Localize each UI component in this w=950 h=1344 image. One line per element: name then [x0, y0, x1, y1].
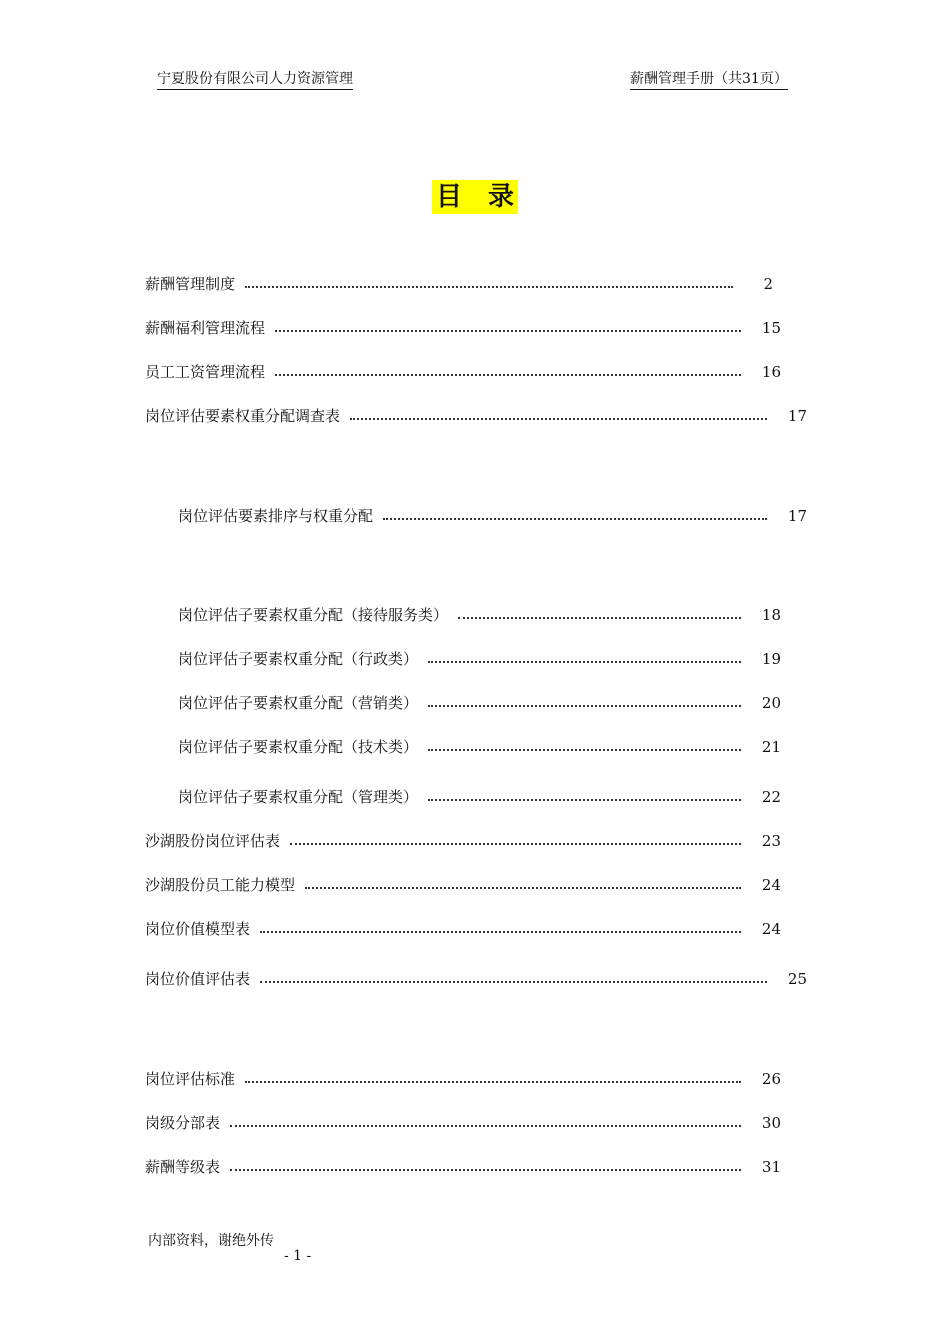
toc-entry-page: 31: [761, 1158, 781, 1176]
toc-leader-dots: [428, 661, 741, 663]
title-highlight: [432, 180, 518, 214]
toc-entry[interactable]: [145, 317, 781, 339]
toc-entry-label: 沙湖股份员工能力模型: [145, 876, 296, 894]
toc-entry[interactable]: [178, 786, 781, 808]
toc-entry[interactable]: [178, 692, 781, 714]
toc-entry-page: 23: [761, 832, 781, 850]
toc-entry-label: 岗位价值评估表: [145, 970, 251, 988]
toc-entry[interactable]: [145, 405, 807, 427]
page-number: - 1 -: [284, 1248, 312, 1264]
toc-entry-page: 24: [761, 920, 781, 938]
toc-entry[interactable]: [145, 1068, 781, 1090]
toc-entry-label: 薪酬等级表: [145, 1158, 221, 1176]
toc-leader-dots: [428, 705, 741, 707]
toc-leader-dots: [245, 286, 733, 288]
toc-leader-dots: [275, 330, 741, 332]
toc-leader-dots: [290, 843, 741, 845]
toc-entry-page: 18: [761, 606, 781, 624]
toc-entry[interactable]: [178, 736, 781, 758]
toc-entry-page: 17: [787, 407, 807, 425]
toc-entry[interactable]: [178, 648, 781, 670]
toc-entry-label: 岗位评估子要素权重分配（管理类）: [178, 788, 419, 806]
toc-entry[interactable]: [145, 361, 781, 383]
toc-entry-page: 17: [787, 507, 807, 525]
toc-entry-label: 岗级分部表: [145, 1114, 221, 1132]
toc-leader-dots: [383, 518, 767, 520]
toc-entry-label: 岗位评估子要素权重分配（行政类）: [178, 650, 419, 668]
toc-entry-page: 15: [761, 319, 781, 337]
toc-entry-page: 26: [761, 1070, 781, 1088]
toc-entry-label: 薪酬福利管理流程: [145, 319, 266, 337]
toc-leader-dots: [230, 1169, 741, 1171]
toc-entry-label: 岗位评估要素排序与权重分配: [178, 507, 374, 525]
toc-entry-label: 岗位评估子要素权重分配（技术类）: [178, 738, 419, 756]
toc-entry-label: 员工工资管理流程: [145, 363, 266, 381]
toc-leader-dots: [305, 887, 741, 889]
toc-leader-dots: [428, 749, 741, 751]
toc-entry[interactable]: [145, 968, 807, 990]
toc-entry[interactable]: [145, 1112, 781, 1134]
toc-entry-page: 19: [761, 650, 781, 668]
toc-entry-label: 岗位评估子要素权重分配（营销类）: [178, 694, 419, 712]
toc-entry[interactable]: [145, 830, 781, 852]
toc-entry-label: 薪酬管理制度: [145, 275, 236, 293]
toc-leader-dots: [428, 799, 741, 801]
toc-leader-dots: [230, 1125, 741, 1127]
toc-leader-dots: [260, 931, 741, 933]
toc-entry[interactable]: [145, 1156, 781, 1178]
toc-leader-dots: [350, 418, 767, 420]
toc-leader-dots: [275, 374, 741, 376]
toc-entry-page: 20: [761, 694, 781, 712]
toc-entry[interactable]: [145, 918, 781, 940]
toc-entry-label: 岗位评估要素权重分配调查表: [145, 407, 341, 425]
toc-entry-page: 22: [761, 788, 781, 806]
toc-entry-page: 16: [761, 363, 781, 381]
toc-entry-label: 岗位价值模型表: [145, 920, 251, 938]
page-title: 目 录: [435, 182, 514, 212]
toc-entry[interactable]: [178, 505, 807, 527]
toc-entry-page: 30: [761, 1114, 781, 1132]
toc-entry[interactable]: [178, 604, 781, 626]
toc-entry[interactable]: [145, 273, 773, 295]
header-manual-title: 薪酬管理手册（共31页）: [630, 68, 788, 90]
toc-entry-label: 岗位评估标准: [145, 1070, 236, 1088]
toc-entry-page: 25: [787, 970, 807, 988]
toc-leader-dots: [458, 617, 741, 619]
toc-entry-page: 21: [761, 738, 781, 756]
toc-entry-page: 24: [761, 876, 781, 894]
footer-confidential-note: 内部资料，谢绝外传: [148, 1233, 274, 1249]
toc-leader-dots: [260, 981, 767, 983]
toc-entry-label: 沙湖股份岗位评估表: [145, 832, 281, 850]
toc-entry[interactable]: [145, 874, 781, 896]
toc-entry-page: 2: [763, 275, 773, 293]
toc-entry-label: 岗位评估子要素权重分配（接待服务类）: [178, 606, 449, 624]
header-company: 宁夏股份有限公司人力资源管理: [157, 68, 353, 90]
toc-leader-dots: [245, 1081, 741, 1083]
